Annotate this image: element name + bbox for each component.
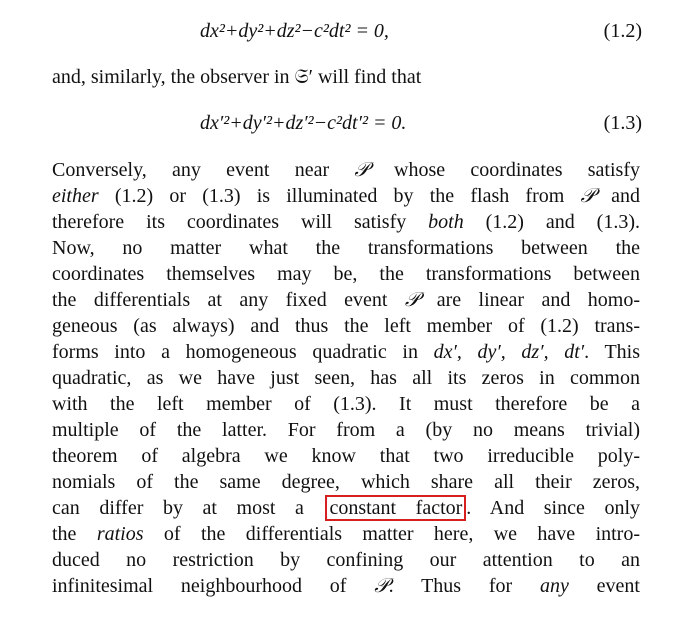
script-p-symbol: 𝒫 bbox=[374, 575, 389, 597]
paragraph-line: the differentials at any fixed event 𝒫 are linear and homo- bbox=[52, 289, 640, 311]
paragraph-line: coordinates themselves may be, the transformations between bbox=[52, 263, 640, 285]
script-p-symbol: 𝒫 bbox=[404, 289, 420, 311]
paragraph-line: the ratios of the differentials matter here, we have intro- bbox=[52, 523, 640, 545]
paragraph-line: either (1.2) or (1.3) is illuminated by the flash from 𝒫 and bbox=[52, 185, 640, 207]
paragraph-line: multiple of the latter. For from a (by no means trivial) bbox=[52, 419, 640, 441]
script-p-symbol: 𝒫 bbox=[354, 159, 369, 181]
paragraph-line: can differ by at most a constant factor . And since only bbox=[52, 497, 640, 519]
equation-expression: dx²+dy²+dz²−c²dt² = 0, bbox=[200, 20, 389, 42]
equation-number: (1.2) bbox=[603, 20, 642, 42]
differentials-text: dx′, dy′, dz′, dt′ bbox=[433, 341, 585, 363]
emphasis-text: either bbox=[52, 185, 99, 207]
paragraph-line: Conversely, any event near 𝒫 whose coordinates satisfy bbox=[52, 159, 640, 181]
emphasis-text: any bbox=[540, 575, 569, 597]
paragraph-line: forms into a homogeneous quadratic in dx′, dy′, dz′, dt′. This bbox=[52, 341, 640, 363]
equation-number: (1.3) bbox=[603, 112, 642, 134]
paragraph-line: quadratic, as we have just seen, has all its zeros in common bbox=[52, 367, 640, 389]
paragraph-line: geneous (as always) and thus the left member of (1.2) trans- bbox=[52, 315, 640, 337]
paragraph-line: nomials of the same degree, which share all their zeros, bbox=[52, 471, 640, 493]
emphasis-text: ratios bbox=[96, 523, 144, 545]
highlighted-phrase: constant factor bbox=[325, 495, 466, 521]
script-p-symbol: 𝒫 bbox=[580, 185, 595, 207]
paragraph-line: Now, no matter what the transformations between the bbox=[52, 237, 640, 259]
paragraph-line: with the left member of (1.3). It must therefore be a bbox=[52, 393, 640, 415]
paragraph-line: infinitesimal neighbourhood of 𝒫. Thus for any event bbox=[52, 575, 640, 597]
paragraph-line: therefore its coordinates will satisfy both (1.2) and (1.3). bbox=[52, 211, 640, 233]
paragraph-line: theorem of algebra we know that two irreducible poly- bbox=[52, 445, 640, 467]
intro-line: and, similarly, the observer in 𝔖′ will find that bbox=[52, 66, 422, 88]
paragraph-line: duced no restriction by confining our attention to an bbox=[52, 549, 640, 571]
equation-expression: dx′²+dy′²+dz′²−c²dt′² = 0. bbox=[200, 112, 407, 134]
emphasis-text: both bbox=[428, 211, 464, 233]
